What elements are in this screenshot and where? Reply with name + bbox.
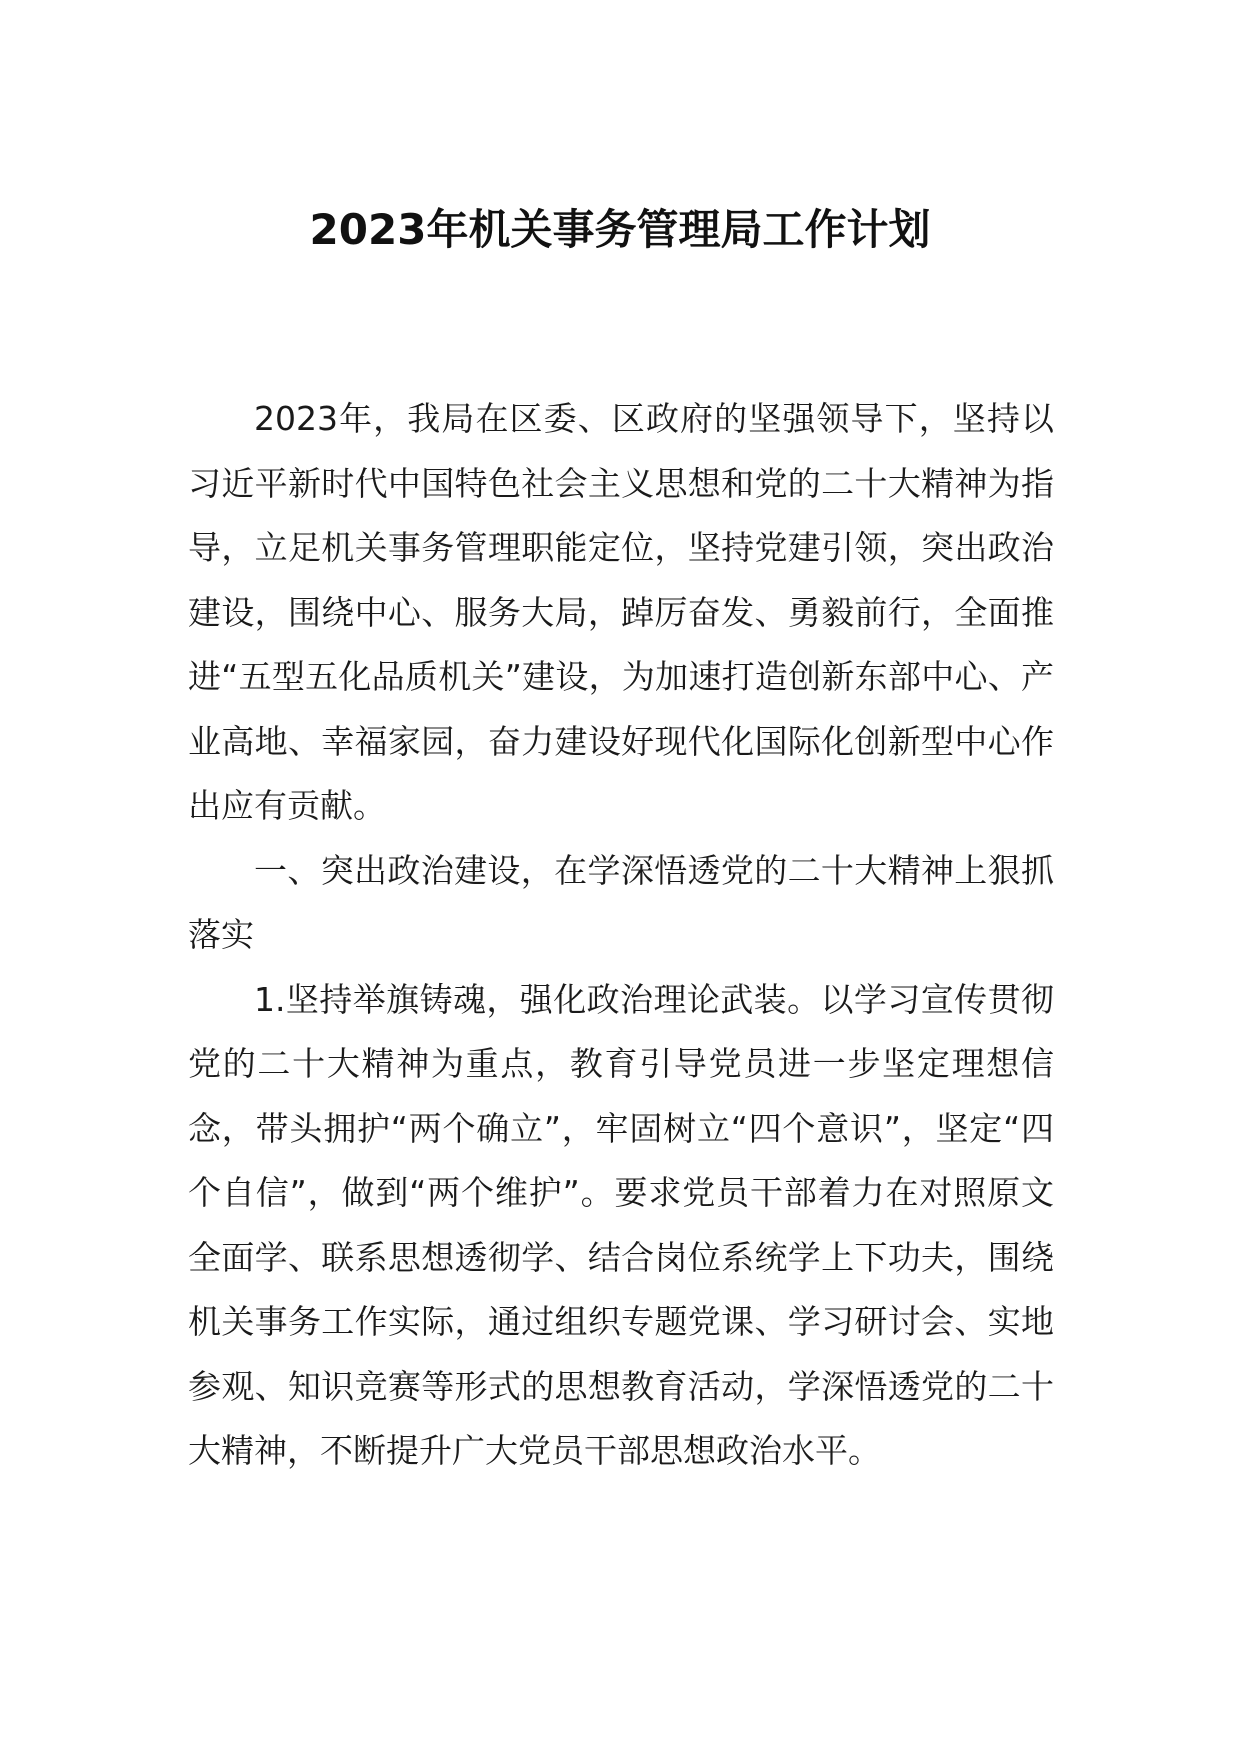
document-title: 2023年机关事务管理局工作计划 [309, 205, 931, 254]
section-heading: 一、突出政治建设，在学深悟透党的二十大精神上狠抓落实 [188, 850, 1054, 954]
item-paragraph: 1.坚持举旗铸魂，强化政治理论武装。以学习宣传贯彻党的二十大精神为重点，教育引导党员进一步坚定理想信念，带头拥护“两个确立”，牢固树立“四个意识”，坚定“四个自信”，做到“两个维护”。要求党员干部着力在对照原文全面学、联系思想透彻学、结合岗位系统学上下功夫，围绕机关事务工作实际，通过组织专题党课、学习研讨会、实地参观、知识竞赛等形式的思想教育活动，学深悟透党的二十大精神，不断提升广大党员干部思想政治水平。 [188, 979, 1054, 1470]
document-body [188, 387, 1054, 1484]
intro-paragraph: 2023年，我局在区委、区政府的坚强领导下，坚持以习近平新时代中国特色社会主义思想和党的二十大精神为指导，立足机关事务管理职能定位，坚持党建引领，突出政治建设，围绕中心、服务大局，踔厉奋发、勇毅前行，全面推进“五型五化品质机关”建设，为加速打造创新东部中心、产业高地、幸福家园，奋力建设好现代化国际化创新型中心作出应有贡献。 [188, 399, 1054, 825]
